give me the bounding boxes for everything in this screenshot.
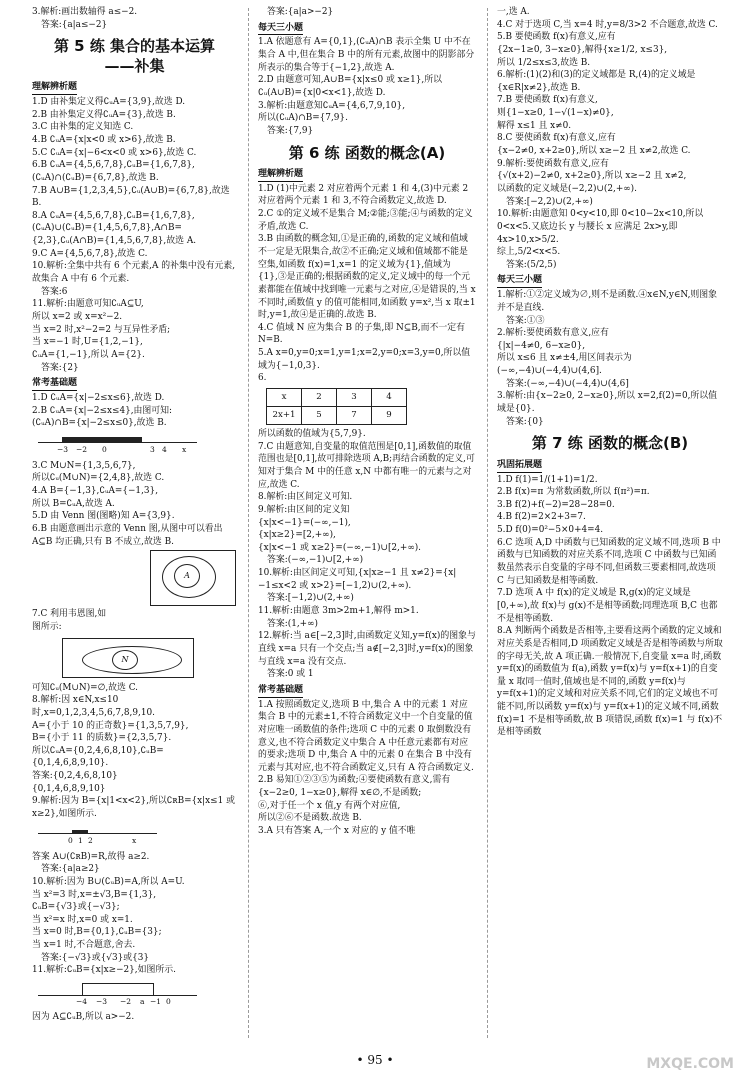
solution-item: 8.C 要使函数 f(x)有意义,应有 {x−2≠0, x+2≥0},所以 x≥−2 且 x≠2,故选 C. [497,133,691,157]
solution-item: 5.A x=0,y=0;x=1,y=1;x=2,y=0;x=3,y=0,所以值域为{−1,0,3}. [258,348,471,371]
value-table-row [267,407,407,425]
col2-blocks [258,6,476,385]
solution-item: 10.解析:因为 B∪(∁ᵤB)=A,所以 A=U. 当 x²=3 时,x=±√3,B={1,3}, ∁ᵤB={√3}或{−√3}; 当 x²=x 时,x=0 或 x=1. 当 x=0 时,B={0,1},∁ᵤB={3}; 当 x=1 时,不合题意,舍去. [32,876,185,951]
solution-item: 5.D 由 Venn 图(图略)知 A={3,9}. [32,511,175,522]
solution-item: 10.解析:由区间定义可知,{x|x≥−1 且 x≠2}={x|−1≤x<2 或 x>2}=[−1,2)∪(2,+∞). [258,568,457,591]
venn-figure-2: N [32,636,237,680]
column-2 [258,6,476,1046]
answer-line: 答案:0 或 1 [267,669,314,680]
solution-item: 9.C A={4,5,6,7,8},故选 C. [32,248,148,259]
column-divider-2 [487,8,488,1038]
table-cell: 2 [302,389,337,407]
solution-item: 答案 A∪(∁ʀB)=R,故得 a≥2. [32,851,150,862]
column-3 [497,6,723,1046]
answer-line: 答案:(5/2,5) [506,259,557,270]
answer-line: 答案:[−1,2)∪(2,+∞) [267,593,354,604]
solution-item: 11.解析:由题意 3m>2m+1,解得 m>1. [258,606,419,617]
col2b-blocks [258,428,476,838]
solution-item: 2.解析:要使函数有意义,应有 {|x|−4≠0, 6−x≥0}, 所以 x≤6 且 x≠±4,用区间表示为 (−∞,−4)∪(−4,4)∪(4,6]. [497,328,632,377]
section-heading: 常考基础题 [32,377,77,391]
solution-item: 9.解析:由区间的定义知 {x|x<−1}=(−∞,−1), {x|x≥2}=[2,+∞), {x|x<−1 或 x≥2}=(−∞,−1)∪[2,+∞). [258,504,421,553]
col1d-blocks [32,682,237,821]
col1f-blocks [32,1011,237,1024]
section-heading-row [258,165,476,183]
solution-item: 1.D ∁ᵤA={x|−2≤x≤6},故选 D. [32,392,165,403]
answer-line: 答案:{a|a≥2} [41,864,100,875]
solution-item: 所以函数的值域为{5,7,9}. [258,429,366,440]
lesson-title: 第 5 练 集合的基本运算 ——补集 [53,37,216,75]
section-heading: 常考基础题 [258,684,303,698]
page-number: • 95 • [356,1053,394,1067]
solution-item: 6.C 选项 A,D 中函数与已知函数的定义域不同,选项 B 中函数与已知函数的对应关系不同,选项 C 中函数与已知函数虽然表示自变量的字母不同,但函数三要素相同,故选项 C 与已知函数是相等函数. [497,537,721,586]
number-line-figure-3: −4 −3 −2 a −1 0 [32,979,237,1009]
solution-item: 5.D f(0)=0²−5×0+4=4. [497,525,604,536]
answer-line: 答案:{a|a≤−2} [41,19,108,30]
solution-item: 3.B f(2)+f(−2)=28−28=0. [497,499,615,510]
table-cell: x [267,389,302,407]
number-line-figure-1: −3 −2 0 3 4 x [32,432,237,458]
table-cell: 4 [372,389,407,407]
solution-item: 9.解析:要使函数有意义,应有 {√(x+2)−2≠0, x+2≥0},所以 x≥−2 且 x≠2, 以函数的定义域是(−2,2)∪(2,+∞). [497,158,687,194]
answer-line: 答案:{7,9} [267,125,314,136]
solution-item: 8.解析:由区间定义可知. [258,492,353,503]
answer-line: 答案:(1,+∞) [267,618,318,629]
solution-item: 7.C 由题意知,自变量的取值范围是[0,1],函数值的取值范围也是[0,1],故可排除选项 A,B;再结合函数的定义,可知对于集合 M 中的任意 x,N 中都有唯一的元素与之对应,故选 C. [258,441,475,490]
solution-item: 12.解析:当 a∈[−2,3]时,由函数定义知,y=f(x)的图象与直线 x=a 只有一个交点;当 a∉[−2,3]时,y=f(x)的图象与直线 x=a 没有交点. [258,631,476,667]
answer-line: 答案:{0} [506,416,544,427]
solution-item: 1.D f(1)=1/(1+1)=1/2. [497,474,598,485]
solution-item: 11.解析:由题意可知∁ᵤA⊆U, 所以 x=2 或 x=x²−2. 当 x=2 时,x²−2=2 与互异性矛盾; 当 x=−1 时,U={1,2,−1}, ∁ᵤA={1,−1},所以 A={2}. [32,299,171,360]
solution-item: 6.B ∁ᵤA={4,5,6,7,8},∁ᵤB={1,6,7,8},(∁ᵤA)∩(∁ᵤB)={6,7,8},故选 B. [32,160,195,183]
lesson-title: 第 7 练 函数的概念(B) [531,434,689,453]
table-cell: 3 [337,389,372,407]
solution-item: 6.解析:(1)(2)和(3)的定义域都是 R,(4)的定义域是{x∈R|x≠2},故选 B. [497,70,696,93]
table-cell: 2x+1 [267,407,302,425]
solution-item: 2.D 由题意可知,A∪B={x|x≤0 或 x≥1},所以∁ᵤ(A∪B)={x|0<x<1},故选 D. [258,75,442,98]
venn-figure-1: A [32,550,237,606]
solution-item: 4.B f(2)=2×2+3=7. [497,512,586,523]
solution-item: 一,选 A. [497,7,530,17]
table-cell: 9 [372,407,407,425]
solution-item: 3.C 由补集的定义知选 C. [32,122,134,133]
table-cell: 7 [337,407,372,425]
solution-item: 10.解析:全集中共有 6 个元素,A 的补集中没有元素,故集合 A 中有 6 个元素. [32,261,236,285]
answer-line: 答案:[−2,2)∪(2,+∞) [506,196,593,207]
section-heading-row [258,19,476,37]
answer-line: 答案:(−∞,−1)∪[2,+∞) [267,555,364,566]
solution-item: 4.C 值域 N 应为集合 B 的子集,即 N⊆B,而不一定有 N=B. [258,322,465,346]
solution-item: 2.B f(x)=π 为常数函数,所以 f(π²)=π. [497,487,650,498]
solution-item: 10.解析:由题意知 0<y<10,即 0<10−2x<10,所以 0<x<5.又底边长 y 与腰长 x 应满足 2x>y,即 4x>10,x>5/2. 综上,5/2<x<5. [497,209,704,258]
section-heading: 每天三小题 [258,22,303,36]
solution-item: 6.B 由题意画出示意的 Venn 图,从图中可以看出 A⊆B 均正确,只有 B 不成立,故选 B. [32,524,223,547]
column-divider-1 [248,8,249,1038]
solution-item: 7.B 要使函数 f(x)有意义, 则{1−x≥0, 1−√(1−x)≠0}, 解得 x≤1 且 x≠0. [497,95,614,131]
number-line-figure-2: 0 1 2 x [32,823,237,849]
solution-item: 7.D 选项 A 中 f(x)的定义域是 R,g(x)的定义域是[0,+∞),故 f(x)与 g(x)不是相等函数;同理选项 B,C 也都不是相等函数. [497,588,718,624]
section-heading-row [32,374,237,392]
solution-item: 8.A 判断两个函数是否相等,主要看这两个函数的定义域和对应关系是否相同,D 项函数定义域是否是相等函数与所取的字母无关,故 A 项正确.一般情况下,自变量 x=a 时,函数 y=f(x)的函数值为 f(a),函数 y=f(x)与 y=f(x+1)的自变量 x 取同一值时,值域也是不同的,函数 y=f(x)与 y=f(x+1)的定义域和对应关系不同,它们的定义域也不可能不同,所以函数 y=f(x)与 y=f(x+1)的定义域不同,函数 f(x)=1 不是相等函数,故 B 项错误,函数 f(x)=1 与 f(x)不是相等函数 [497,626,723,738]
solution-item: 4.C 对于选项 C,当 x=4 时,y=8/3>2 不合题意,故选 C. [497,19,718,30]
value-table [266,388,407,425]
col1c-blocks [32,608,237,633]
table-cell: 5 [302,407,337,425]
solution-item: 8.解析:因 x∈N,x≤10 时,x=0,1,2,3,4,5,6,7,8,9,10. A={小于 10 的正奇数}={1,3,5,7,9}, B={小于 11 的质数}={2,3,5,7}. 所以∁ᵤA={0,2,4,6,8,10},∁ᵤB={0,1,4,6,8,9,10}. 答案:{0,2,4,6,8,10} {0,1,4,6,8,9,10} [32,695,189,794]
solution-item: 3.解析:画出数轴得 a≤−2. [32,7,138,17]
solution-item: 7.C 利用韦恩图,如 图所示: [32,609,107,632]
section-heading-row [497,271,723,289]
solution-item: 1.D 由补集定义得∁ᵤA={3,9},故选 D. [32,97,186,108]
col1b-blocks [32,460,237,548]
answer-line: 答案:{−√3}或{√3}或{3} [41,952,150,963]
col1e-blocks [32,851,237,977]
answer-line: 答案:①③ [506,315,545,326]
solution-item: 4.A B={−1,3},∁ᵤA={−1,3}, 所以 B=∁ᵤA,故选 A. [32,486,159,509]
solution-item: 2.B ∁ᵤA={x|−2≤x≤4},由图可知: (∁ᵤA)∩B={x|−2≤x≤0},故选 B. [32,405,173,429]
section-heading: 巩固拓展题 [497,459,542,473]
solution-item: 3.A 只有答案 A,一个 x 对应的 y 值不唯 [258,826,416,837]
solution-item: 2.C ①的定义域不是集合 M;②能;③能;④与函数的定义矛盾,故选 C. [258,209,473,232]
solution-item: 1.A 按照函数定义,选项 B 中,集合 A 中的元素 1 对应集合 B 中的元素±1,不符合函数定义中一个自变量的值对应唯一函数值的条件;选项 C 中的元素 0 取倒数没有意义,也不符合函数定义中集合 A 中任意元素都有对应的要求;选项 D 中,集合 A 中的元素 0 在集合 B 中没有元素与其对应,也不符合函数定义,只有 A 符合函数定义. [258,699,474,773]
solution-item: 2.B 易知①②③⑤为函数;④要使函数有意义,需有{x−2≥0, 1−x≥0},解得 x∈∅,不是函数; ⑥,对于任一个 x 值,y 有两个对应值, 所以②⑥不是函数.故选 B. [258,775,451,824]
watermark-logo: MXQE.COM [646,1056,734,1072]
solution-item: 4.B ∁ᵤA={x|x<0 或 x>6},故选 B. [32,134,176,145]
answer-line: 答案:6 [41,286,68,297]
section-heading-row [32,78,237,96]
value-table-head [267,389,407,407]
col1-blocks [32,6,237,430]
solution-item: 2.B 由补集定义得∁ᵤA={3},故选 B. [32,109,176,120]
solution-item: 7.B A∪B={1,2,3,4,5},∁ᵤ(A∪B)={6,7,8},故选 B. [32,185,230,209]
solution-item: 1.A 依题意有 A={0,1},(∁ᵤA)∩B 表示全集 U 中不在集合 A 中,但在集合 B 中的所有元素,故图中的阴影部分所表示的集合等于{−1,2},故选 A. [258,37,475,73]
answer-line: 答案:{a|a>−2} [267,7,334,17]
solution-item: 1.D (1)中元素 2 对应着两个元素 1 和 4,(3)中元素 2 对应着两个元素 1 和 3,不符合函数定义,故选 D. [258,183,469,207]
solution-item: 5.B 要使函数 f(x)有意义,应有 {2x−1≥0, 3−x≥0},解得{x≥1/2, x≤3}, 所以 1/2≤x≤3,故选 B. [497,32,668,68]
section-heading: 理解辨析题 [258,168,303,182]
section-heading-row [258,681,476,699]
solution-item: 可知∁ᵤ(M∪N)=∅,故选 C. [32,682,139,693]
col3-blocks [497,6,723,739]
solution-item: 6. [258,373,267,384]
section-heading-row [497,456,723,474]
solution-item: 因为 A⊆∁ᵤB,所以 a>−2. [32,1012,135,1023]
solution-item: 3.C M∪N={1,3,5,6,7}, 所以∁ᵤ(M∪N)={2,4,8},故选 C. [32,460,165,484]
solution-item: 3.解析:由{x−2≥0, 2−x≥0},所以 x=2,f(2)=0,所以值域是{0}. [497,391,718,414]
solution-item: 8.A ∁ᵤA={4,5,6,7,8},∁ᵤB={1,6,7,8},(∁ᵤA)∪(∁ᵤB)={1,4,5,6,7,8},A∩B={2,3},∁ᵤ(A∩B)={1,4,5,6,7,8},故选 A. [32,210,197,247]
section-heading: 理解辨析题 [32,81,77,95]
lesson-title: 第 6 练 函数的概念(A) [288,143,446,162]
solution-item: 9.解析:因为 B={x|1<x<2},所以∁ʀB={x|x≤1 或 x≥2},如图所示. [32,796,235,819]
solution-item: 3.B 由函数的概念知,①是正确的,函数的定义域和值域不一定是无限集合,故②不正确;定义域和值域都不能是空集,如函数 f(x)=1,x=1 的定义域为{1},值域为{1},③是正确的;根据函数的定义,定义域中的每一个元素都能在值域中找到唯一元素与之对应,④是错误的,当 x 不同时,函数值 y 的值可能相同,如函数 y=x²,当 x 取±1 时,y=1,故④是正确的.故选 B. [258,234,476,321]
answer-line: 答案:(−∞,−4)∪(−4,4)∪(4,6] [506,378,629,389]
solution-item: 1.解析:①②定义域为∅,则不是函数.④x∈N,y∈N,则图象并不是直线. [497,290,718,313]
solution-item: 11.解析:∁ᵤB={x|x≥−2},如图所示. [32,965,176,976]
solution-item: 3.解析:由题意知∁ᵤA={4,6,7,9,10}, 所以(∁ᵤA)∩B={7,9}. [258,100,406,124]
solution-item: 5.C ∁ᵤA={x|−6<x<0 或 x>6},故选 C. [32,147,197,158]
column-1 [32,6,237,1046]
answer-line: 答案:{2} [41,362,79,373]
section-heading: 每天三小题 [497,274,542,288]
